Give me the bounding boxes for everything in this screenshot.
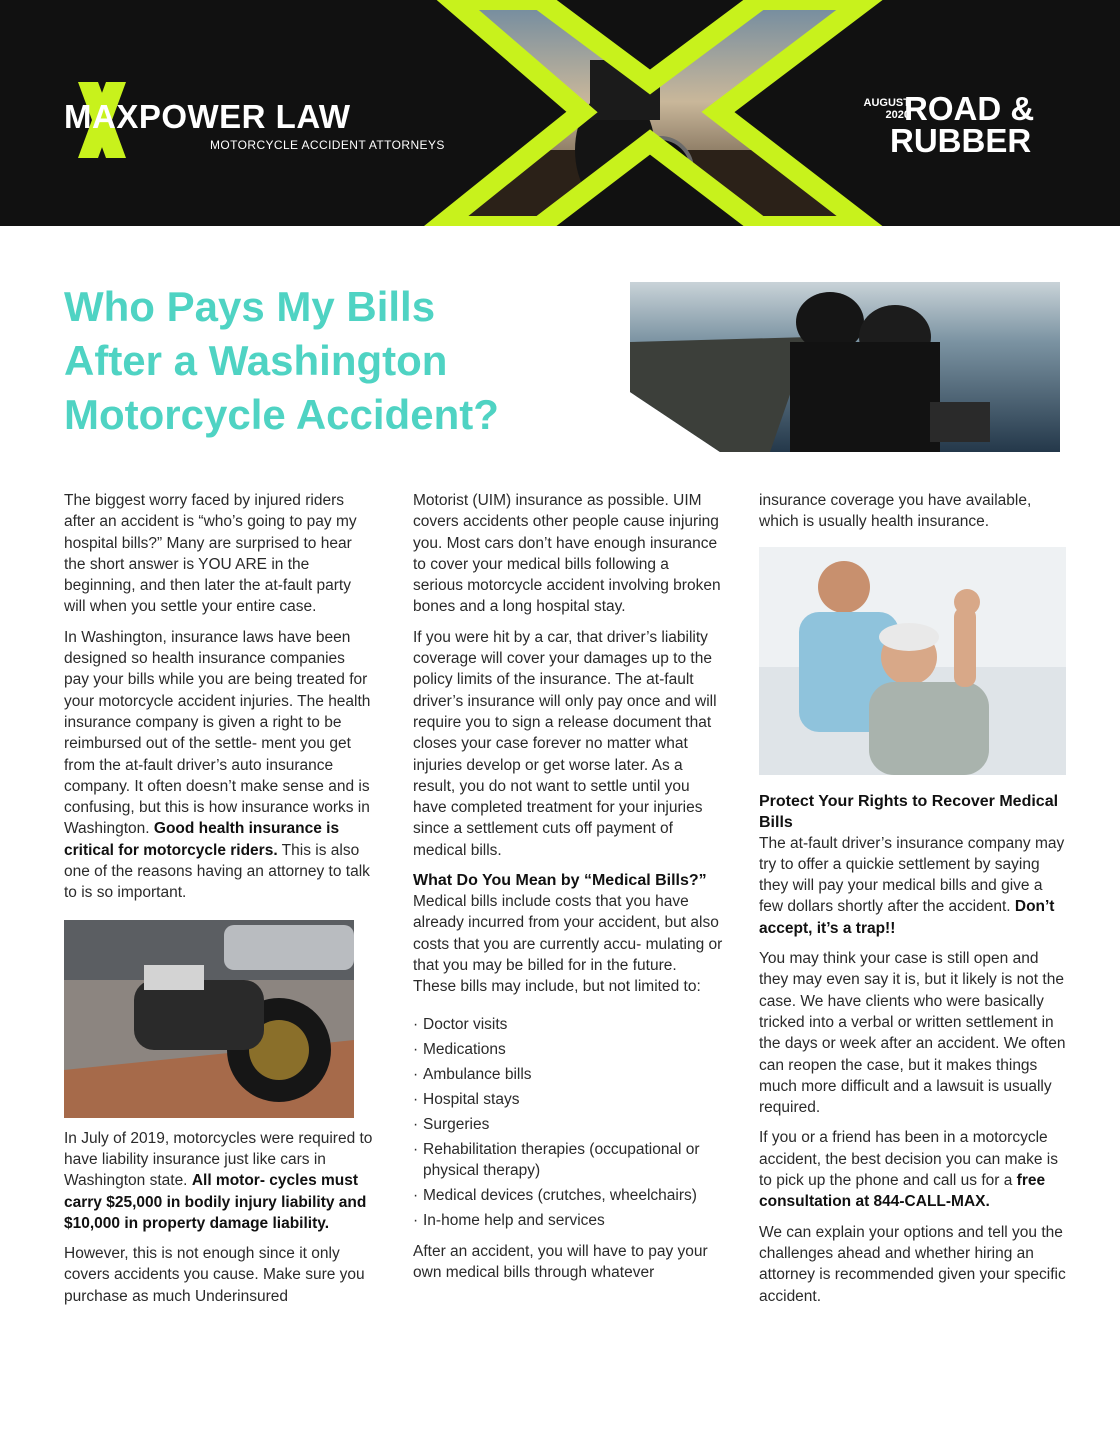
issue-year: 2020 — [885, 109, 910, 121]
list-item: · Medications — [413, 1037, 723, 1062]
brand-tagline: MOTORCYCLE ACCIDENT ATTORNEYS — [210, 138, 445, 152]
paragraph: We can explain your options and tell you the challenges ahead and whether hiring an attorney is recommended given your specific accident. — [759, 1223, 1066, 1305]
brand-name: MAXPOWER LAW — [64, 98, 351, 135]
riders-photo — [630, 282, 1060, 452]
paragraph: In Washington, insurance laws have been designed so health insurance companies pay your bills while you are being treated for your motorcycle accident injuries. The health insurance company is given a right to be reimbursed out of the settle- ment you get from the at-fault driver’s auto insurance company. It often doesn’t make sense and is confusing, but this is how insurance works in Washington. Good health insurance is critical for motorcycle riders. This is also one of the reasons having an attorney to talk to is so important. — [64, 628, 371, 902]
headline-line3: Motorcycle Accident? — [64, 391, 499, 438]
list-item: · Surgeries — [413, 1112, 723, 1137]
article-column-1 — [64, 490, 374, 1316]
newsletter-header — [0, 0, 1120, 226]
paragraph: Motorist (UIM) insurance as possible. UIM covers accidents other people cause injuring you. Most cars don’t have enough insurance to cover your medical bills following a serious motorcycle accident involving broken bones and a long hospital stay. — [413, 492, 721, 616]
paragraph: Medical bills include costs that you have already incurred from your accident, but also costs that you are currently accu- mulating or that you may be billed for in the future. These bills may include, but not limited to: — [413, 893, 723, 996]
section-heading: Protect Your Rights to Recover Medical Bills — [759, 792, 1059, 831]
issue-masthead — [838, 92, 1063, 162]
list-item: · In-home help and services — [413, 1208, 723, 1233]
paragraph: You may think your case is still open and they may even say it is, but it likely is not the case. We have clients who were basically tricked into a verbal or written settlement in the days or week after an accident. We often can reopen the case, but it makes things much more difficult and a lawsuit is usually required. — [759, 950, 1066, 1117]
article-column-3 — [759, 490, 1069, 1316]
paragraph: The biggest worry faced by injured riders after an accident is “who’s going to pay my hospital bills?” Many are surprised to hear the short answer is YOU ARE in the beginning, and then later the at-fault party will when you settle your entire case. — [64, 492, 357, 616]
headline-line2: After a Washington — [64, 337, 448, 384]
paragraph: In July of 2019, motorcycles were required to have liability insurance just like cars in Washington state. All motor- cycles must carry $25,000 in bodily injury liability and $10,000 in property damage liability. — [64, 1129, 373, 1232]
issue-title-line2: RUBBER — [890, 122, 1032, 159]
paragraph: The at-fault driver’s insurance company may try to offer a quickie settlement by saying they will pay your medical bills and give a few dollars shortly after the accident. Don’t accept, it’s a trap!! — [759, 834, 1065, 937]
maxpower-logo — [62, 80, 452, 160]
issue-title-line1: ROAD & — [904, 90, 1035, 127]
paragraph: After an accident, you will have to pay your own medical bills through whatever — [413, 1242, 708, 1281]
paragraph: If you or a friend has been in a motorcycle accident, the best decision you can make is to pick up the phone and call us for a free consultation at 844-CALL-MAX. — [759, 1129, 1058, 1211]
list-item: · Rehabilitation therapies (occupational or physical therapy) — [413, 1139, 723, 1181]
article-headline — [64, 280, 624, 442]
emphasis: Good health insurance is critical for motorcycle riders. — [64, 820, 340, 859]
paragraph: However, this is not enough since it only covers accidents you cause. Make sure you purchase as much Underinsured — [64, 1245, 365, 1305]
paragraph: insurance coverage you have available, which is usually health insurance. — [759, 492, 1032, 531]
list-item: · Hospital stays — [413, 1087, 723, 1112]
emphasis: All motor- cycles must carry $25,000 in bodily injury liability and $10,000 in property damage liability. — [64, 1172, 367, 1232]
list-item: · Ambulance bills — [413, 1062, 723, 1087]
list-item: · Doctor visits — [413, 1012, 723, 1037]
article-column-2 — [413, 490, 723, 1292]
medical-bills-list — [413, 1012, 723, 1233]
crashed-motorcycle-photo — [64, 920, 354, 1118]
issue-month: AUGUST — [863, 97, 910, 109]
paragraph: If you were hit by a car, that driver’s liability coverage will cover your damages up to the policy limits of the insurance. The at-fault driver’s insurance will only pay once and will require you to sign a release document that closes your case forever no matter what injuries develop or get worse later. As a result, you do not want to settle until you have completed treatment for your injuries since a settlement cuts off payment of medical bills. — [413, 628, 717, 859]
phone-cta: free consultation at 844-CALL-MAX. — [759, 1172, 1046, 1211]
list-item: · Medical devices (crutches, wheelchairs) — [413, 1183, 723, 1208]
physical-therapy-photo — [759, 547, 1066, 775]
emphasis: Don’t accept, it’s a trap!! — [759, 898, 1055, 937]
section-heading: What Do You Mean by “Medical Bills?” — [413, 872, 707, 890]
headline-line1: Who Pays My Bills — [64, 283, 436, 330]
